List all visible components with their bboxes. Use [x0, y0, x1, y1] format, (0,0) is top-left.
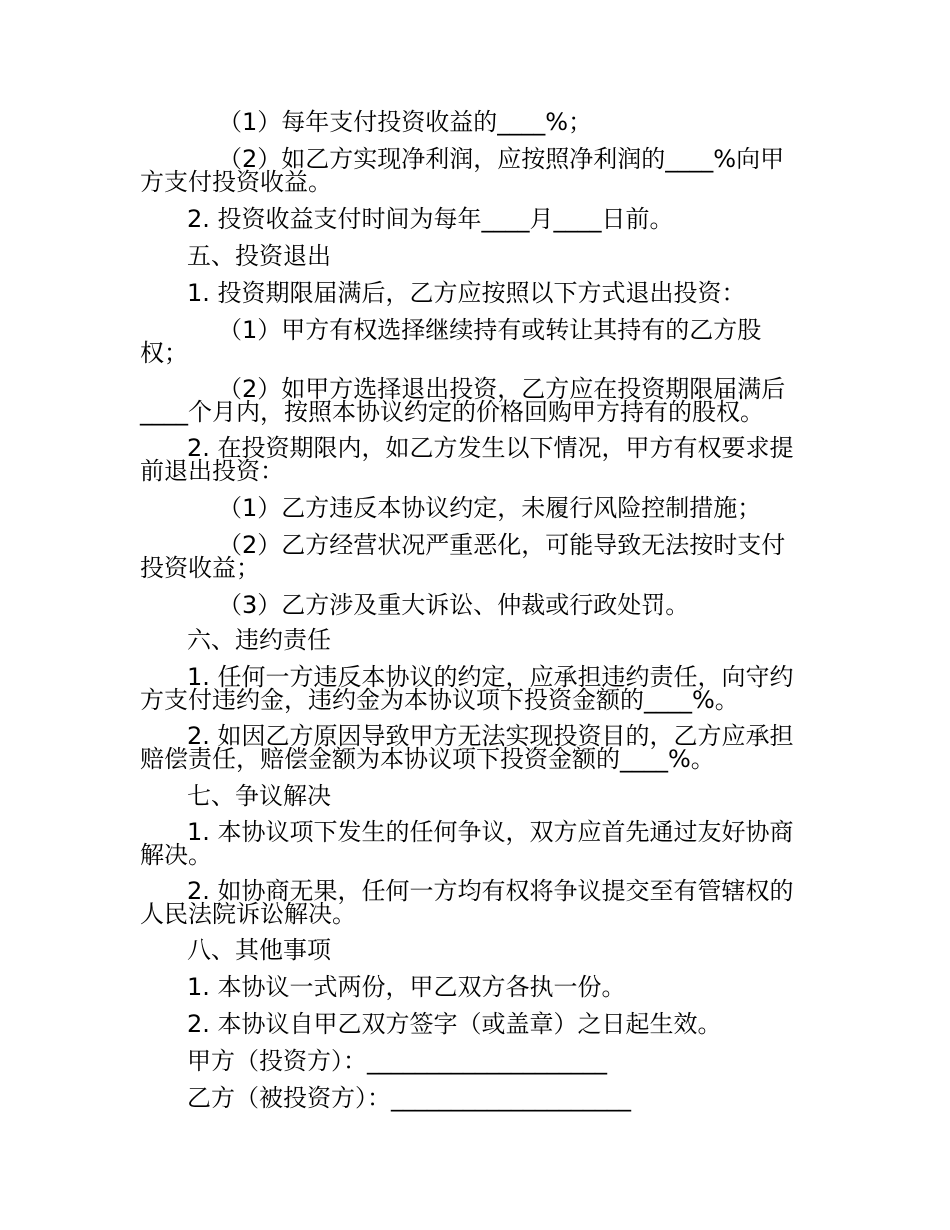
- clause-4-1-1: （1）每年支付投资收益的____%；: [218, 108, 593, 136]
- clause-7-2-line1: 2. 如协商无果，任何一方均有权将争议提交至有管辖权的: [187, 877, 794, 905]
- section-heading-8: 八、其他事项: [187, 936, 331, 964]
- clause-5-1-1-line1: （1）甲方有权选择继续持有或转让其持有的乙方股: [218, 316, 762, 344]
- clause-5-2-3: （3）乙方涉及重大诉讼、仲裁或行政处罚。: [218, 591, 690, 619]
- clause-5-1: 1. 投资期限届满后，乙方应按照以下方式退出投资：: [187, 279, 746, 307]
- clause-5-2-line1: 2. 在投资期限内，如乙方发生以下情况，甲方有权要求提: [187, 434, 794, 462]
- clause-6-1-line2: 方支付违约金，违约金为本协议项下投资金额的____%。: [140, 686, 739, 714]
- clause-4-2: 2. 投资收益支付时间为每年____月____日前。: [187, 205, 674, 233]
- clause-7-2-line2: 人民法院诉讼解决。: [140, 900, 356, 928]
- clause-5-2-line2: 前退出投资：: [140, 457, 284, 485]
- section-heading-7: 七、争议解决: [187, 782, 331, 810]
- clause-5-2-1: （1）乙方违反本协议约定，未履行风险控制措施；: [218, 494, 762, 522]
- section-heading-5: 五、投资退出: [187, 242, 331, 270]
- clause-4-1-2-line2: 方支付投资收益。: [140, 168, 332, 196]
- clause-5-2-2-line2: 投资收益；: [140, 554, 260, 582]
- clause-6-1-line1: 1. 任何一方违反本协议的约定，应承担违约责任，向守约: [187, 663, 794, 691]
- section-heading-6: 六、违约责任: [187, 626, 331, 654]
- clause-5-1-2-line2: ____个月内，按照本协议约定的价格回购甲方持有的股权。: [140, 398, 764, 426]
- clause-5-1-2-line1: （2）如甲方选择退出投资，乙方应在投资期限届满后: [218, 375, 786, 403]
- clause-8-1: 1. 本协议一式两份，甲乙双方各执一份。: [187, 973, 626, 1001]
- clause-7-1-line1: 1. 本协议项下发生的任何争议，双方应首先通过友好协商: [187, 818, 794, 846]
- clause-7-1-line2: 解决。: [140, 841, 212, 869]
- clause-6-2-line1: 2. 如因乙方原因导致甲方无法实现投资目的，乙方应承担: [187, 722, 794, 750]
- clause-8-2: 2. 本协议自甲乙双方签字（或盖章）之日起生效。: [187, 1010, 722, 1038]
- clause-6-2-line2: 赔偿责任，赔偿金额为本协议项下投资金额的____%。: [140, 745, 715, 773]
- party-a-signature-line: 甲方（投资方）：____________________: [187, 1047, 607, 1075]
- party-b-signature-line: 乙方（被投资方）：____________________: [187, 1084, 631, 1112]
- clause-4-1-2-line1: （2）如乙方实现净利润，应按照净利润的____%向甲: [218, 145, 785, 173]
- clause-5-1-1-line2: 权；: [140, 339, 188, 367]
- clause-5-2-2-line1: （2）乙方经营状况严重恶化，可能导致无法按时支付: [218, 531, 786, 559]
